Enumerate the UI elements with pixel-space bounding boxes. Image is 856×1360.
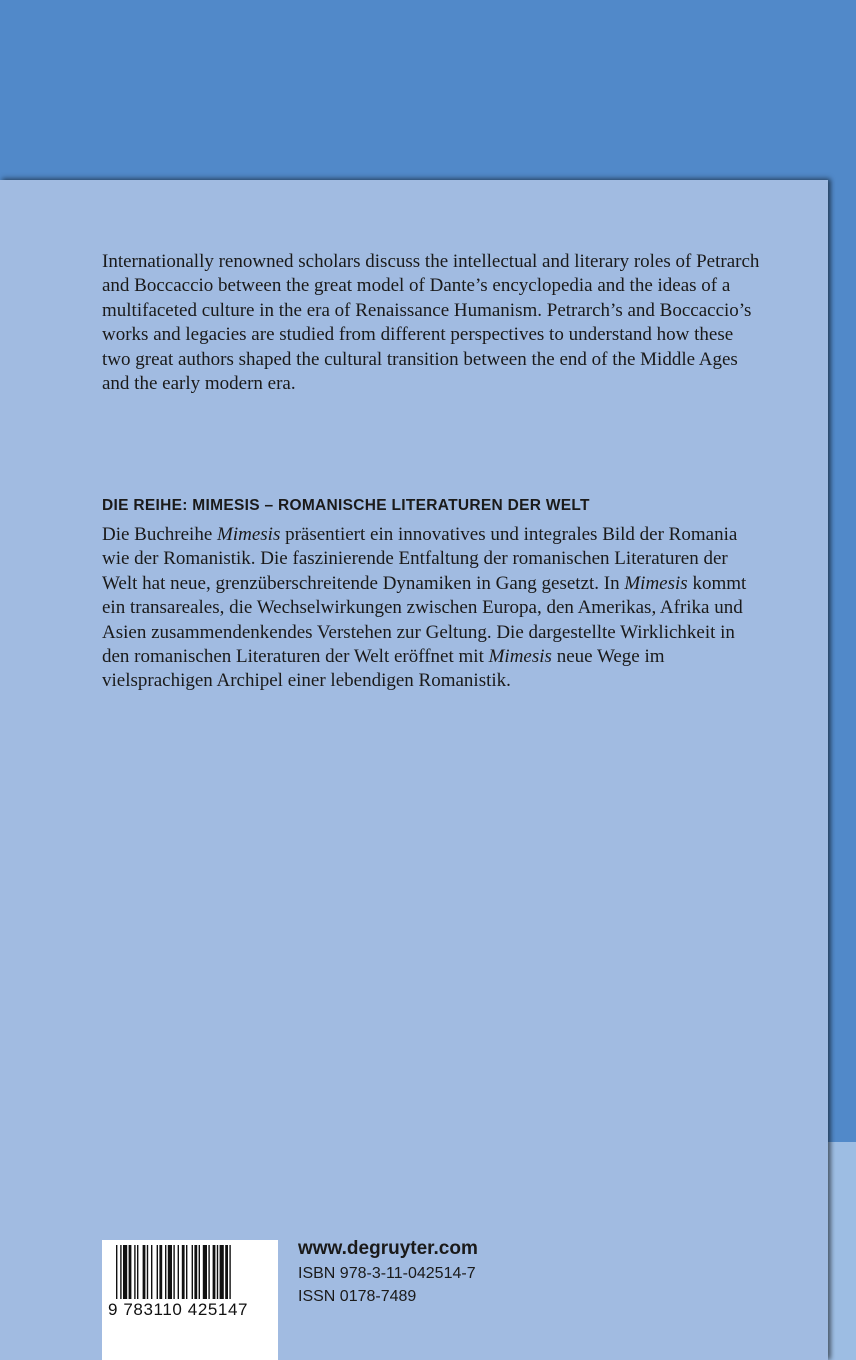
series-title-italic: Mimesis xyxy=(488,646,552,668)
series-title-italic: Mimesis xyxy=(217,524,281,545)
barcode xyxy=(102,1240,278,1360)
barcode-bar xyxy=(220,1245,224,1299)
barcode-bar xyxy=(217,1245,218,1299)
barcode-bar xyxy=(129,1245,132,1299)
barcode-bar xyxy=(229,1245,230,1299)
book-blurb: Internationally renowned scholars discuss the intellectual and literary roles of Petrarch and Boccaccio between the great model of Dante’s encyclopedia and the ideas of a multifaceted culture in the era of Renaissance Humanism. Petrarch’s and Boccaccio’s works and legacies are studied from different perspectives to understand how these two great authors shaped the cultural transition between the end of the Middle Ages and the early modern era. xyxy=(102,251,760,395)
barcode-bar xyxy=(157,1245,158,1299)
barcode-bar xyxy=(123,1245,127,1299)
series-description xyxy=(102,523,762,694)
barcode-bar xyxy=(192,1245,193,1299)
barcode-bar xyxy=(137,1245,138,1299)
publisher-info xyxy=(298,1236,478,1308)
top-color-band xyxy=(0,0,856,180)
issn-number: ISSN 0178-7489 xyxy=(298,1288,417,1305)
series-text-part: neue Wege im vielsprachigen Archipel einer lebendigen Romanistik. xyxy=(102,646,665,692)
barcode-bar xyxy=(120,1245,121,1299)
barcode-bars xyxy=(116,1245,266,1303)
series-title-italic: Mimesis xyxy=(624,572,688,594)
publisher-url[interactable]: www.degruyter.com xyxy=(298,1238,478,1259)
barcode-bar xyxy=(182,1245,185,1299)
barcode-bar xyxy=(208,1245,209,1299)
barcode-bar xyxy=(199,1245,200,1299)
barcode-bar xyxy=(143,1245,146,1299)
barcode-bar xyxy=(116,1245,117,1299)
isbn-number: ISBN 978-3-11-042514-7 xyxy=(298,1265,476,1282)
barcode-bar xyxy=(178,1245,179,1299)
barcode-bar xyxy=(147,1245,148,1299)
barcode-bar xyxy=(168,1245,172,1299)
series-text-part: Die Buchreihe xyxy=(102,524,218,545)
barcode-bar xyxy=(186,1245,187,1299)
barcode-bar xyxy=(203,1245,207,1299)
barcode-digits: 9 783110 425147 xyxy=(108,1300,249,1319)
series-heading: DIE REIHE: MIMESIS – ROMANISCHE LITERATUREN DER WELT xyxy=(102,497,590,514)
barcode-bar xyxy=(194,1245,197,1299)
series-text-part: kommt ein transareales, die Wechselwirkungen zwischen Europa, den Amerikas, Afrika und Asien zusammendenkendes Verstehen zur Geltung. Die dargestellte Wirklichkeit in den romanischen Literaturen der Welt eröffnet mit xyxy=(102,572,747,668)
barcode-bar xyxy=(151,1245,152,1299)
barcode-bar xyxy=(213,1245,216,1299)
series-text-part: präsentiert ein innovatives und integrales Bild der Romania wie der Romanistik. Die faszinierende Entfaltung der romanischen Literaturen der Welt hat neue, grenzüberschreitende Dynamiken in Gang gesetzt. In xyxy=(102,524,738,594)
barcode-bar xyxy=(225,1245,228,1299)
right-edge-strip-lower xyxy=(828,1142,856,1360)
barcode-bar xyxy=(165,1245,166,1299)
barcode-bar xyxy=(159,1245,162,1299)
barcode-bar xyxy=(134,1245,135,1299)
barcode-bar xyxy=(173,1245,174,1299)
